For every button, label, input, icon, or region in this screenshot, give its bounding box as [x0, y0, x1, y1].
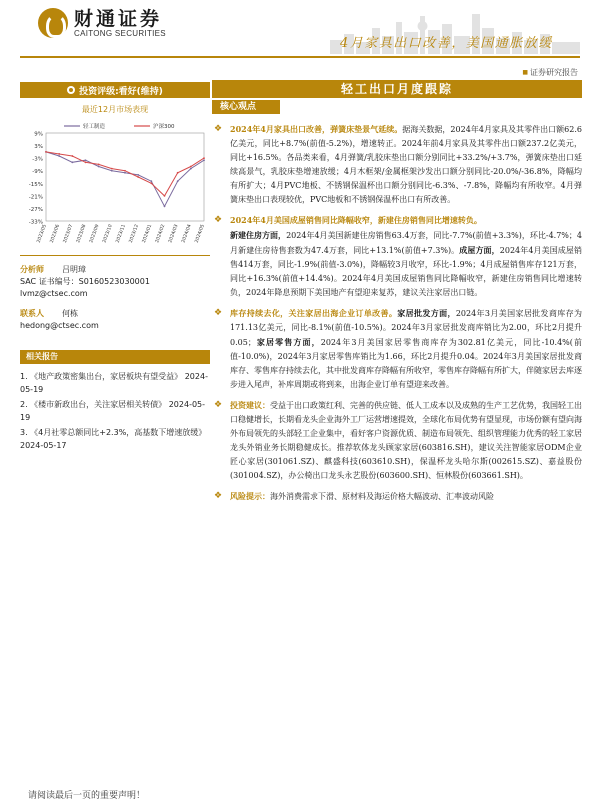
x-tick-label: 2023/11 [115, 223, 127, 244]
logo-en-text: CAITONG SECURITIES [74, 28, 166, 38]
x-tick-label: 2024/05 [194, 223, 206, 244]
disclaimer-footer: 请阅读最后一页的重要声明！ [28, 791, 146, 800]
paragraph-subhead: 家居零售方面， [255, 337, 321, 347]
logo-cn-text: 财通证券 [74, 7, 163, 30]
x-tick-label: 2023/07 [62, 223, 75, 244]
data-point [177, 180, 179, 182]
analyst-block [20, 264, 210, 332]
analyst-row [20, 276, 210, 288]
related-reports-heading: 相关报告 [20, 350, 210, 364]
paragraph-body: 2024年4月美国新建住房销售63.4万套，同比-7.7%(前值+3.3%)，环比-4.7%；4月新建住房待售套数为47.4万套，同比+13.1%(前值+7.3%)。 [230, 231, 582, 255]
x-tick-label: 2023/12 [128, 223, 141, 244]
data-point [137, 176, 139, 178]
related-report-item[interactable]: 2. 《楼市新政出台，关注家居相关转债》 2024-05-19 [20, 400, 206, 422]
paragraph-body: 2024年4月美国成屋销售414万套，同比-1.9%(前值-3.0%)，降幅较3月收窄，环比-1.9%；4月成屋销售库存121万套，同比+16.3%(前值+14.4%)。2024年4月美国成屋销售同比降幅收窄，新建住房销售同比增速转负，2024年降息预期下美国地产有望迎来复苏，建议关注家居出口链。 [230, 246, 583, 297]
diamond-bullet-icon: ❖ [214, 491, 223, 501]
y-tick-label: -21% [28, 194, 43, 201]
data-point [58, 153, 60, 155]
paragraph-subhead: 家居批发方面， [397, 308, 456, 318]
analyst-role: 分析师 [20, 265, 44, 274]
sidebar-divider [20, 255, 210, 256]
contact-name: 何栋 [62, 309, 78, 318]
location-pin-icon [67, 86, 75, 94]
data-point [150, 180, 152, 182]
data-point [124, 172, 126, 174]
analyst-cert: SAC 证书编号：S0160523030001 [20, 277, 150, 286]
paragraph-body: 2024年3月美国家居批发商库存为171.13亿美元，同比-8.1%(前值-10.5%)。2024年3月家居批发商库销比为2.00，环比2月提升0.05； [230, 309, 583, 347]
data-point [203, 159, 205, 161]
series-line [46, 152, 204, 206]
x-tick-label: 2024/02 [155, 223, 167, 244]
related-report-item[interactable]: 1. 《地产政策密集出台，家居板块有望受益》 2024-05-19 [20, 372, 208, 394]
y-tick-label: -3% [32, 156, 43, 163]
paragraph-subhead: 新建住房方面， [230, 230, 287, 240]
data-point [85, 161, 87, 163]
series-line [46, 152, 204, 196]
data-point [71, 155, 73, 157]
analyst-name: 吕明璋 [62, 265, 86, 274]
paragraph-furniture-export [212, 122, 582, 207]
contact-email[interactable]: hedong@ctsec.com [20, 321, 99, 330]
data-point [190, 166, 192, 168]
market-performance-chart [20, 121, 210, 251]
left-sidebar [20, 82, 210, 454]
legend-label: 沪深300 [153, 124, 175, 130]
analyst-row [20, 308, 210, 320]
paragraph-lead: 2024年4月家具出口改善，弹簧床垫景气延续。 [230, 124, 403, 134]
x-tick-label: 2023/05 [36, 223, 48, 244]
analyst-row [20, 264, 210, 276]
x-tick-label: 2024/03 [168, 223, 180, 244]
x-tick-label: 2023/09 [89, 223, 101, 244]
y-tick-label: 9% [34, 131, 43, 138]
core-view-label: 核心观点 [212, 100, 280, 114]
paragraph-body: 据海关数据，2024年4月家具及其零件出口额62.6亿美元，同比+8.7%(前值-5.2%)，增速转正。2024年前4月家具及其零件出口额237.2亿美元，同比+16.5%。各品类来看，4月弹簧/乳胶床垫出口额分别同比+33.2%/+3.7%，弹簧床垫出口延续高景气，乳胶床垫增速放缓；4月木框架/金属框架沙发出口额分别同比-20.0%/-36.8%，降幅均有所扩大；4月PVC地板、不锈钢保温杯出口额分别同比-6.3%、-7.8%，降幅均有所收窄。4月弹簧床垫出口表现较优，PVC地板和不锈钢保温杯出口有所改善。 [230, 125, 582, 204]
diamond-bullet-icon: ❖ [214, 400, 223, 410]
paragraph-body: 2024年3月美国家居零售商库存为302.81亿美元，同比-10.4%(前值-10.0%)，2024年3月家居零售库销比为1.66，环比2月提升0.04。2024年3月美国家居批发商库存、零售库存持续去化，其中批发商库存降幅有所收窄，零售库存降幅有所扩大，伴随家居去库逐步进入尾声，补库周期或将到来，出海企业订单有望迎来改善。 [230, 338, 582, 389]
x-tick-label: 2024/04 [181, 223, 193, 244]
paragraph-lead: 库存持续去化，关注家居出海企业订单改善。 [230, 308, 398, 318]
performance-label: 最近12月市场表现 [81, 105, 149, 114]
rating-banner [20, 82, 210, 98]
legend-label: 轻工制造 [83, 124, 106, 130]
analyst-row [20, 320, 210, 332]
paragraph-lead: 风险提示： [230, 491, 270, 501]
report-title: 4月家具出口改善，美国通胀放缓 [340, 36, 553, 51]
paragraph-lead: 2024年4月美国成屋销售同比降幅收窄，新建住房销售同比增速转负。 [230, 215, 482, 225]
data-point [111, 168, 113, 170]
page-header [0, 0, 600, 77]
paragraph-inventory [212, 306, 582, 392]
diamond-bullet-icon: ❖ [214, 124, 223, 134]
data-point [137, 174, 139, 176]
y-tick-label: -9% [32, 169, 43, 176]
data-point [164, 195, 166, 197]
data-point [164, 205, 166, 207]
x-tick-label: 2023/06 [49, 223, 62, 244]
data-point [85, 159, 87, 161]
paragraph-us-housing [212, 213, 582, 300]
chart-frame [46, 133, 204, 221]
chart-svg [20, 121, 210, 251]
x-tick-label: 2024/01 [141, 223, 154, 244]
y-tick-label: -27% [28, 206, 43, 213]
company-logo [38, 8, 166, 38]
data-point [124, 170, 126, 172]
paragraph-subhead: 成屋方面， [459, 245, 500, 255]
logo-icon [38, 8, 68, 38]
section-title: 轻工出口月度跟踪 [212, 80, 582, 98]
data-point [150, 182, 152, 184]
diamond-bullet-icon: ❖ [214, 308, 223, 318]
rating-text: 投资评级:看好(维持) [79, 86, 163, 97]
data-point [98, 164, 100, 166]
related-report-item[interactable]: 3. 《4月社零总额同比+2.3%，高基数下增速放缓》 2024-05-17 [20, 428, 207, 450]
data-point [58, 155, 60, 157]
data-point [98, 166, 100, 168]
analyst-email[interactable]: lvmz@ctsec.com [20, 289, 88, 298]
data-point [203, 157, 205, 159]
report-type-tag: ■ 证券研究报告 [522, 67, 578, 78]
y-tick-label: 3% [34, 144, 43, 151]
paragraph-body: 海外消费需求下滑、原材料及海运价格大幅波动、汇率波动风险 [270, 492, 494, 501]
data-point [190, 168, 192, 170]
diamond-bullet-icon: ❖ [214, 215, 223, 225]
y-tick-label: -33% [28, 219, 43, 226]
paragraph-investment-advice [212, 398, 582, 483]
data-point [177, 172, 179, 174]
contact-role: 联系人 [20, 309, 44, 318]
data-point [71, 161, 73, 163]
x-tick-label: 2023/08 [76, 223, 88, 244]
analyst-row [20, 288, 210, 300]
paragraph-lead: 投资建议： [230, 400, 270, 410]
data-point [45, 151, 47, 153]
x-tick-label: 2023/10 [102, 223, 114, 244]
paragraph-body: 受益于出口政策红利、完善的供应链、低人工成本以及成熟的生产工艺优势，我国轻工出口稳健增长，长期看龙头企业海外工厂运营增速提效，全球化布局优势有望显现，市场份额有望向海外布局领先的头部轻工企业集中，看好客户资源优质、制造布局领先、组织管理能力优秀的轻工家居龙头外销业务长期稳健成长。推荐软体龙头顾家家居(603816.SH)，建议关注智能家居ODM企业匠心家居(301061.SZ)、麒盛科技(603610.SH)，保温杯龙头哈尔斯(002615.SZ)、嘉益股份(301004.SZ)，办公椅出口龙头永艺股份(603600.SH)、恒林股份(603661.SH)。 [230, 401, 582, 480]
data-point [111, 170, 113, 172]
header-divider [20, 56, 580, 58]
related-reports-list [20, 370, 210, 452]
paragraph-risk [212, 489, 582, 504]
main-content [212, 80, 582, 504]
y-tick-label: -15% [28, 181, 43, 188]
